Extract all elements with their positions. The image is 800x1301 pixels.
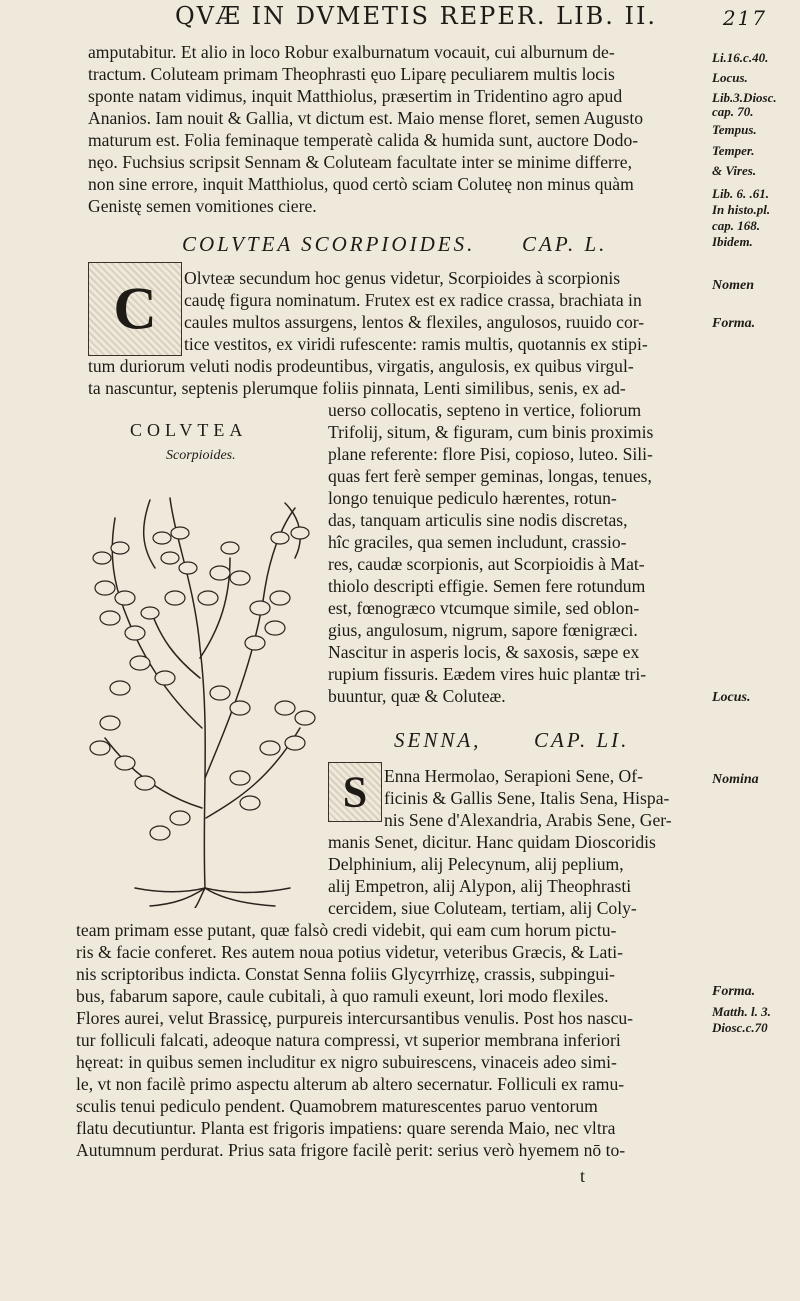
text-line: ris & facie conferet. Res autem noua potius videtur, veteribus Græcis, & Lati-	[76, 942, 623, 962]
text-line: non sine errore, inquit Matthiolus, quod certò sciam Coluteę non minus quàm	[88, 174, 634, 194]
text-line: Enna Hermolao, Serapioni Sene, Of-	[384, 766, 643, 786]
catchword: t	[580, 1166, 586, 1186]
text-line: sculis tenui pediculo pendent. Quamobrem maturescentes paruo ventorum	[76, 1096, 598, 1116]
text-line: cercidem, siue Coluteam, tertiam, alij Coly-	[328, 898, 637, 918]
text-line: Olvteæ secundum hoc genus videtur, Scorpioides à scorpionis	[184, 268, 621, 288]
margin-note-forma: Forma.	[712, 984, 756, 999]
text-line: ficinis & Gallis Sene, Italis Sena, Hispa-	[384, 788, 670, 808]
text-line: uerso collocatis, septeno in vertice, foliorum	[328, 400, 642, 420]
initial-letter: C	[113, 275, 157, 342]
text-line: bus, fabarum sapore, caule cubitali, à quo ramuli exeunt, lori modo flexiles.	[76, 986, 609, 1006]
plant-illustration	[80, 478, 330, 908]
text-line: longo tenuique pediculo hærentes, rotun-	[328, 488, 617, 508]
text-line: tur folliculi falcati, adeoque natura compressi, vt superior membrana inferiori	[76, 1030, 621, 1050]
margin-note: Temper.	[712, 143, 755, 158]
margin-note: Ibidem.	[712, 234, 753, 249]
text-line: das, tanquam articulis sine nodis discretas,	[328, 510, 628, 530]
text-line: tractum. Coluteam primam Theophrasti ęuo Liparę peculiarem multis locis	[88, 64, 615, 84]
margin-note: cap. 70.	[712, 104, 754, 119]
text-line: le, vt non facilè primo aspectu alterum ab altero secernatur. Folliculi ex ramu-	[76, 1074, 625, 1094]
decorated-initial	[328, 762, 382, 822]
margin-note-forma: Forma.	[712, 316, 756, 331]
text-line: nis Sene d'Alexandria, Arabis Sene, Ger-	[384, 810, 672, 830]
chapter-title: SENNA,	[394, 728, 482, 752]
margin-note: Locus.	[712, 70, 748, 85]
text-line: ta nascuntur, septenis plerumque foliis pinnata, Lenti similibus, senis, ex ad-	[88, 378, 626, 398]
initial-letter: S	[342, 767, 368, 817]
text-line: hęreat: in quibus semen includitur ex nigro subuirescens, vinaceis adeo simi-	[76, 1052, 617, 1072]
text-line: res, caudæ scorpionis, aut Scorpioidis à Mat-	[328, 554, 645, 574]
page-number: 217	[722, 6, 767, 30]
text-line: Genistę semen vomitiones ciere.	[88, 196, 317, 216]
plant-name: COLVTEA	[130, 420, 248, 440]
text-line: quas fert ferè semper geminas, longas, tenues,	[328, 466, 652, 486]
margin-note: Tempus.	[712, 122, 757, 137]
margin-note: Lib. 6. .61.	[712, 186, 770, 201]
text-line: hîc graciles, qua semen includunt, crassio-	[328, 532, 627, 552]
margin-note: cap. 168.	[712, 218, 761, 233]
margin-note: & Vires.	[712, 163, 757, 178]
text-line: maturum est. Folia feminaque temperatè calida & humida sunt, auctore Dodo-	[88, 130, 639, 150]
decorated-initial	[88, 262, 182, 356]
text-line: amputabitur. Et alio in loco Robur exalburnatum vocauit, cui alburnum de-	[88, 42, 615, 62]
chapter-number: CAP. L.	[522, 232, 608, 256]
text-line: tice vestitos, ex viridi rufescente: ramis multis, quotannis ex stipi-	[184, 334, 648, 354]
margin-note: Lib.3.Diosc.	[712, 90, 777, 105]
margin-note: In histo.pl.	[712, 202, 771, 217]
margin-note: Li.16.c.40.	[712, 50, 769, 65]
text-line: est, fœnogræco vtcumque simile, sed oblon-	[328, 598, 640, 618]
text-line: gius, angulosum, nigrum, sapore fœnigræci.	[328, 620, 638, 640]
text-line: nis scriptoribus indicta. Constat Senna foliis Glycyrrhizę, crassis, subpingui-	[76, 964, 615, 984]
text-line: plane referente: flore Pisi, copioso, luteo. Sili-	[328, 444, 653, 464]
margin-note-ref: Matth. l. 3.	[712, 1004, 771, 1019]
plant-subname: Scorpioides.	[166, 448, 236, 463]
text-line: tum duriorum veluti nodis prodeuntibus, virgatis, angulosis, ex quibus virgul-	[88, 356, 634, 376]
header-title: QVÆ IN DVMETIS REPER. LIB. II.	[175, 2, 658, 30]
text-line: Nascitur in asperis locis, & saxosis, sæpe ex	[328, 642, 640, 662]
running-header	[175, 2, 775, 38]
chapter-number: CAP. LI.	[534, 728, 630, 752]
text-line: thiolo descripti effigie. Semen fere rotundum	[328, 576, 646, 596]
text-line: rupium fissuris. Eædem vires huic plantæ tri-	[328, 664, 647, 684]
text-line: nęo. Fuchsius scripsit Sennam & Coluteam facultate inter se minime differre,	[88, 152, 632, 172]
text-line: Delphinium, alij Pelecynum, alij peplium,	[328, 854, 624, 874]
margin-note-nomina: Nomina	[712, 772, 759, 787]
text-line: Autumnum perdurat. Prius sata frigore facilè perit: serius verò hyemem nō to-	[76, 1140, 626, 1160]
text-line: sponte natam vidimus, inquit Matthiolus, præsertim in Tridentino agro apud	[88, 86, 623, 106]
chapter-title: COLVTEA SCORPIOIDES.	[182, 232, 476, 256]
margin-note-ref: Diosc.c.70	[712, 1020, 768, 1035]
text-line: flatu decutiuntur. Planta est frigoris impatiens: quare serenda Maio, nec vltra	[76, 1118, 616, 1138]
text-line: Flores aurei, velut Brassicę, purpureis intercursantibus venulis. Post hos nascu-	[76, 1008, 634, 1028]
margin-note-nomen: Nomen	[712, 278, 754, 293]
text-line: manis Senet, dicitur. Hanc quidam Dioscoridis	[328, 832, 656, 852]
text-line: alij Empetron, alij Alypon, alij Theophrasti	[328, 876, 632, 896]
margin-note-locus: Locus.	[712, 690, 751, 705]
text-line: caudę figura nominatum. Frutex est ex radice crassa, brachiata in	[184, 290, 642, 310]
text-line: Ananios. Iam nouit & Gallia, vt dictum est. Maio mense floret, semen Augusto	[88, 108, 644, 128]
text-line: caules multos assurgens, lentos & flexiles, angulosos, ruuido cor-	[184, 312, 645, 332]
text-line: buuntur, quæ & Coluteæ.	[328, 686, 506, 706]
text-line: Trifolij, situm, & figuram, cum binis proximis	[328, 422, 654, 442]
text-line: team primam esse putant, quæ falsò credi videbit, qui eam cum horum pictu-	[76, 920, 617, 940]
